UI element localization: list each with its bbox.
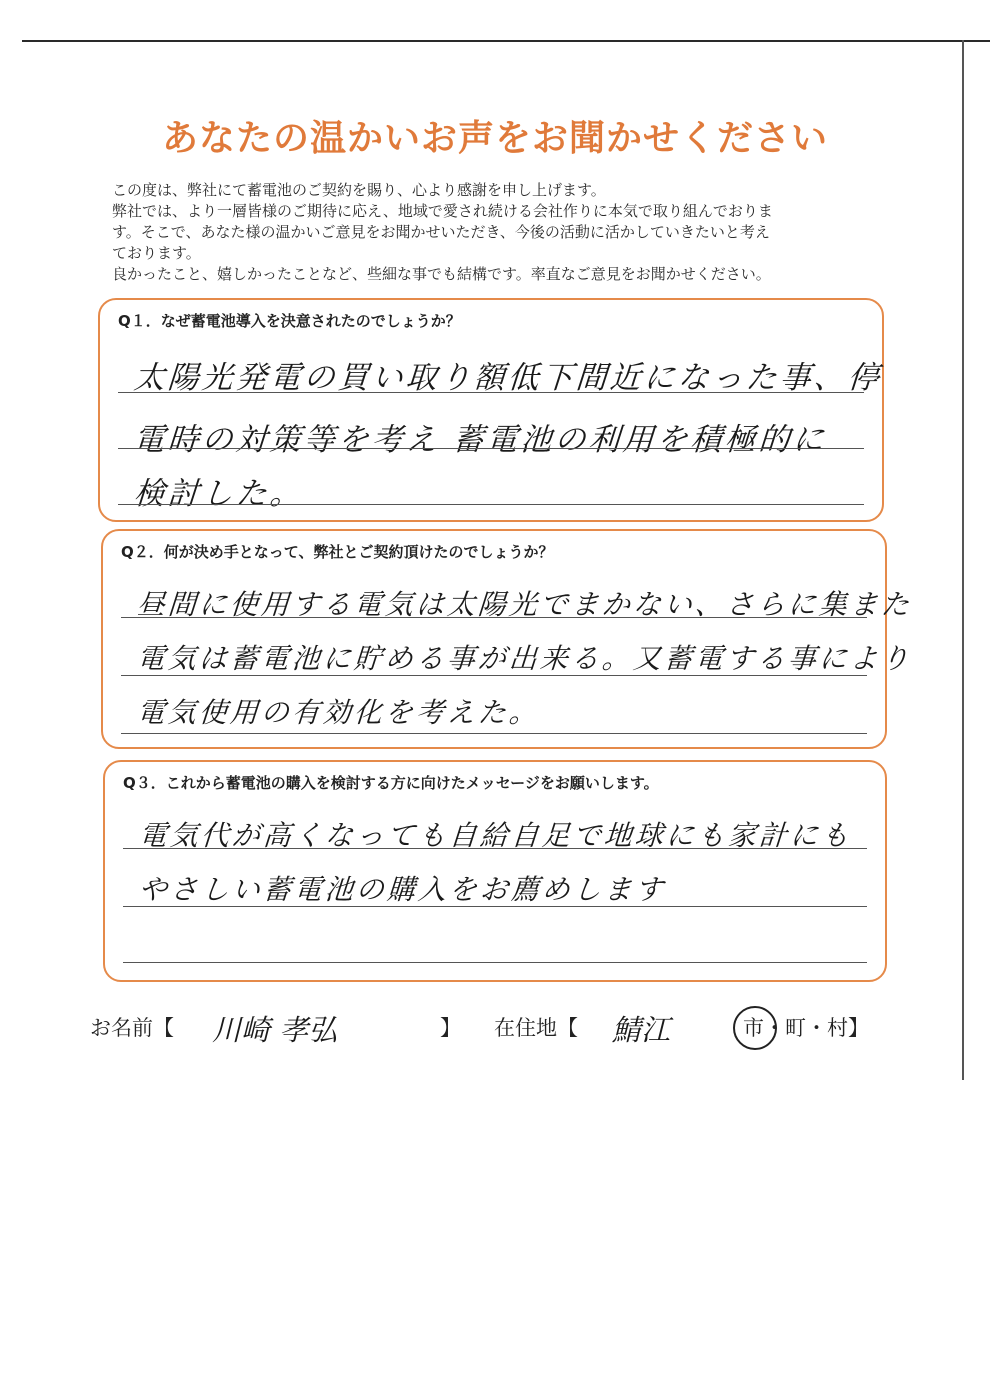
answer-line	[118, 504, 864, 505]
name-value-handwriting: 川崎 孝弘	[212, 1013, 338, 1047]
address-label: 在住地【	[494, 1016, 578, 1040]
answer-line	[118, 448, 864, 449]
question-label: Q２．何が決め手となって、弊社とご契約頂けたのでしょうか？	[121, 543, 554, 561]
name-label: お名前【	[90, 1016, 174, 1040]
intro-line: す。そこで、あなた様の温かいご意見をお聞かせいただき、今後の活動に活かしていきたいと考え	[112, 223, 770, 241]
question-box-q2	[101, 529, 914, 749]
answer-line	[123, 962, 867, 963]
address-options: 市・町・村】	[743, 1016, 869, 1040]
answer-handwriting: 昼間に使用する電気は太陽光でまかない、さらに集また	[135, 588, 914, 621]
answer-line	[123, 848, 867, 849]
answer-line	[121, 733, 867, 734]
scan-top-border	[22, 40, 990, 42]
answer-handwriting: 太陽光発電の買い取り額低下間近になった事、停	[132, 360, 884, 396]
answer-line	[121, 617, 867, 618]
name-close-bracket: 】	[440, 1016, 461, 1040]
answer-handwriting: やさしい蓄電池の購入をお薦めします	[137, 873, 668, 906]
page-title: あなたの温かいお声をお聞かせください	[161, 118, 828, 159]
question-label: Q３．これから蓄電池の購入を検討する方に向けたメッセージをお願いします。	[123, 774, 659, 792]
answer-handwriting: 電気使用の有効化を考えた。	[135, 696, 542, 729]
intro-text	[112, 180, 892, 285]
answer-line	[118, 392, 864, 393]
answer-handwriting: 電気代が高くなっても自給自足で地球にも家計にも	[137, 819, 854, 852]
answer-handwriting: 電時の対策等を考え 蓄電池の利用を積極的に	[132, 422, 828, 458]
answer-line	[121, 675, 867, 676]
intro-line: 良かったこと、嬉しかったことなど、些細な事でも結構です。率直なご意見をお聞かせください。	[112, 265, 771, 283]
question-label: Q１．なぜ蓄電池導入を決意されたのでしょうか？	[118, 312, 461, 330]
intro-line: ております。	[112, 244, 201, 262]
answer-handwriting: 電気は蓄電池に貯める事が出来る。又蓄電する事により	[135, 642, 914, 675]
answer-handwriting: 検討した。	[132, 476, 306, 512]
intro-line: 弊社では、より一層皆様のご期待に応え、地域で愛され続ける会社作りに本気で取り組んでおりま	[112, 202, 773, 220]
question-box-q3	[103, 760, 887, 982]
question-box-q1	[98, 298, 884, 522]
answer-line	[123, 906, 867, 907]
address-value-handwriting: 鯖江	[612, 1013, 671, 1047]
scan-right-border	[962, 40, 964, 1080]
intro-line: この度は、弊社にて蓄電池のご契約を賜り、心より感謝を申し上げます。	[112, 181, 606, 199]
